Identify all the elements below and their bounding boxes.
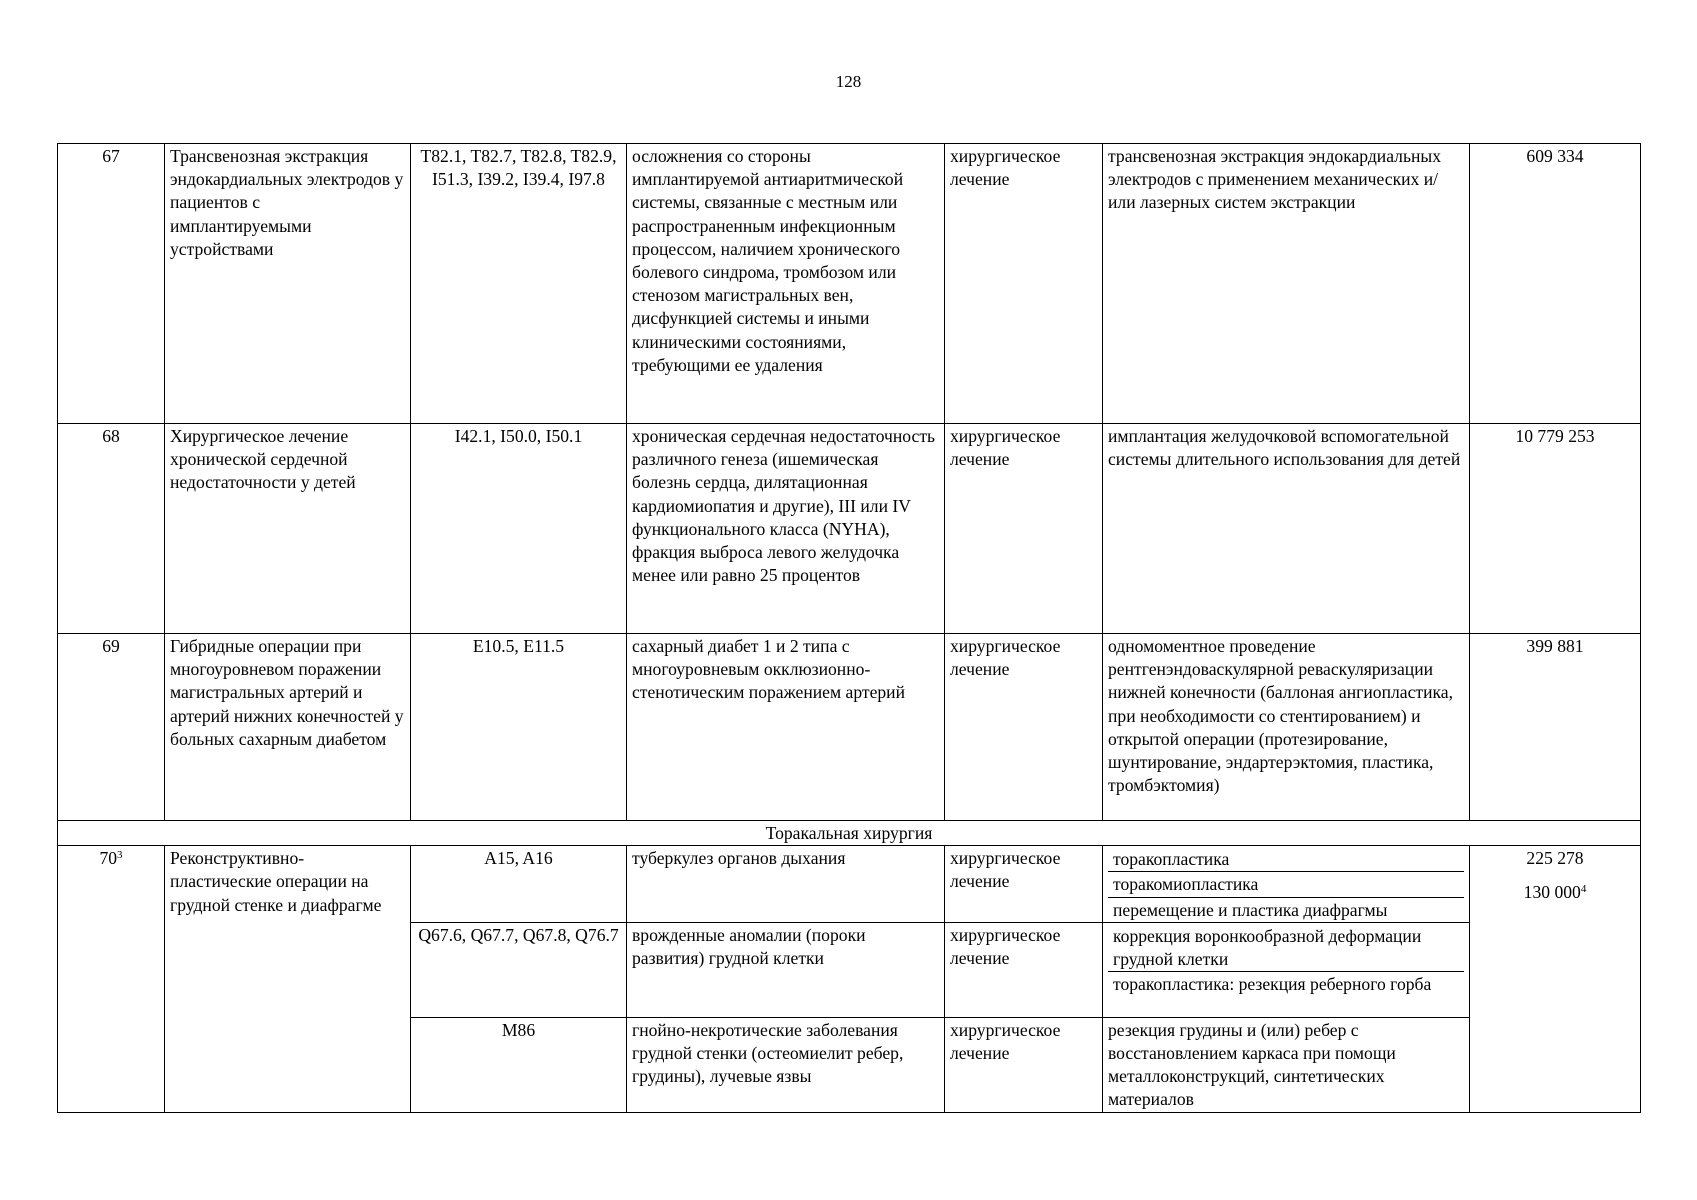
treatment-method: одномоментное проведение рентгенэндоваскулярной реваскуляризации нижней конечности (баллоная ангиопластика, при необходимости со стентированием) и открытой операции (протезирование, шунтирование, эндартерэктомия, пластика, тромбэктомия) (1103, 634, 1470, 821)
cost-value: 399 881 (1470, 634, 1641, 821)
icd-codes: M86 (411, 1017, 627, 1112)
treatment-method: коррекция воронкообразной деформации грудной клетки (1108, 924, 1464, 972)
section-title: Торакальная хирургия (58, 821, 1641, 846)
table-row (58, 424, 1641, 634)
treatment-method: торакопластика: резекция реберного горба (1113, 974, 1432, 995)
patient-model: осложнения со стороны имплантируемой антиаритмической системы, связанные с местным или распространенным инфекционным процессом, наличием хронического болевого синдрома, тромбозом или стенозом магистральных вен, дисфункцией системы и иными клиническими состояниями, требующими ее удаления (627, 144, 945, 424)
footnote-ref: 3 (117, 849, 123, 862)
treatment-type: хирургическое лечение (945, 1017, 1103, 1112)
treatment-type: хирургическое лечение (945, 922, 1103, 1017)
footnote-ref: 4 (1580, 883, 1587, 896)
row-number: 69 (58, 634, 165, 821)
patient-model: врожденные аномалии (пороки развития) грудной клетки (627, 922, 945, 1017)
procedures-table (57, 143, 1641, 1113)
treatment-type: хирургическое лечение (945, 634, 1103, 821)
procedure-name: Хирургическое лечение хронической сердечной недостаточности у детей (165, 424, 411, 634)
row-number: 67 (58, 144, 165, 424)
treatment-type: хирургическое лечение (945, 144, 1103, 424)
procedure-name: Трансвенозная экстракция эндокардиальных электродов у пациентов с имплантируемыми устройствами (165, 144, 411, 424)
table-row (58, 846, 1641, 923)
row-number: $70^3$ (58, 846, 165, 1112)
icd-codes: Q67.6, Q67.7, Q67.8, Q76.7 (411, 922, 627, 1017)
treatment-type: хирургическое лечение (945, 846, 1103, 923)
cost-value-alt: 130 $000^4$ (1523, 882, 1587, 903)
table-row (58, 144, 1641, 424)
treatment-method-list (1103, 846, 1470, 923)
patient-model: гнойно-некротические заболевания грудной стенки (остеомиелит ребер, грудины), лучевые язвы (627, 1017, 945, 1112)
table-row (58, 634, 1641, 821)
treatment-method: трансвенозная экстракция эндокардиальных электродов с применением механических и/или лазерных систем экстракции (1103, 144, 1470, 424)
procedure-name: Реконструктивно-пластические операции на грудной стенке и диафрагме (165, 846, 411, 1112)
treatment-method: торакомиопластика (1108, 872, 1464, 897)
icd-codes: E10.5, E11.5 (411, 634, 627, 821)
treatment-type: хирургическое лечение (945, 424, 1103, 634)
patient-model: сахарный диабет 1 и 2 типа с многоуровневым окклюзионно-стенотическим поражением артерий (627, 634, 945, 821)
treatment-method: торакопластика (1108, 847, 1464, 872)
patient-model: хроническая сердечная недостаточность различного генеза (ишемическая болезнь сердца, дилятационная кардиомиопатия и другие), III или IV функционального класса (NYHA), фракция выброса левого желудочка менее или равно 25 процентов (627, 424, 945, 634)
icd-codes: A15, A16 (411, 846, 627, 923)
cost-value: 225 278 (1526, 848, 1584, 869)
icd-codes: I42.1, I50.0, I50.1 (411, 424, 627, 634)
treatment-method: перемещение и пластика диафрагмы (1113, 899, 1388, 920)
cost-cell (1470, 846, 1641, 1112)
patient-model: туберкулез органов дыхания (627, 846, 945, 923)
cost-value: 10 779 253 (1470, 424, 1641, 634)
row-number: 68 (58, 424, 165, 634)
procedure-name: Гибридные операции при многоуровневом поражении магистральных артерий и артерий нижних конечностей у больных сахарным диабетом (165, 634, 411, 821)
treatment-method: имплантация желудочковой вспомогательной системы длительного использования для детей (1103, 424, 1470, 634)
icd-codes: T82.1, T82.7, T82.8, T82.9, I51.3, I39.2, I39.4, I97.8 (411, 144, 627, 424)
treatment-method-list (1103, 922, 1470, 1017)
cost-value: 609 334 (1470, 144, 1641, 424)
treatment-method: резекция грудины и (или) ребер с восстановлением каркаса при помощи металлоконструкций, синтетических материалов (1103, 1017, 1470, 1112)
page-number: 128 (835, 72, 862, 91)
section-row (58, 821, 1641, 846)
